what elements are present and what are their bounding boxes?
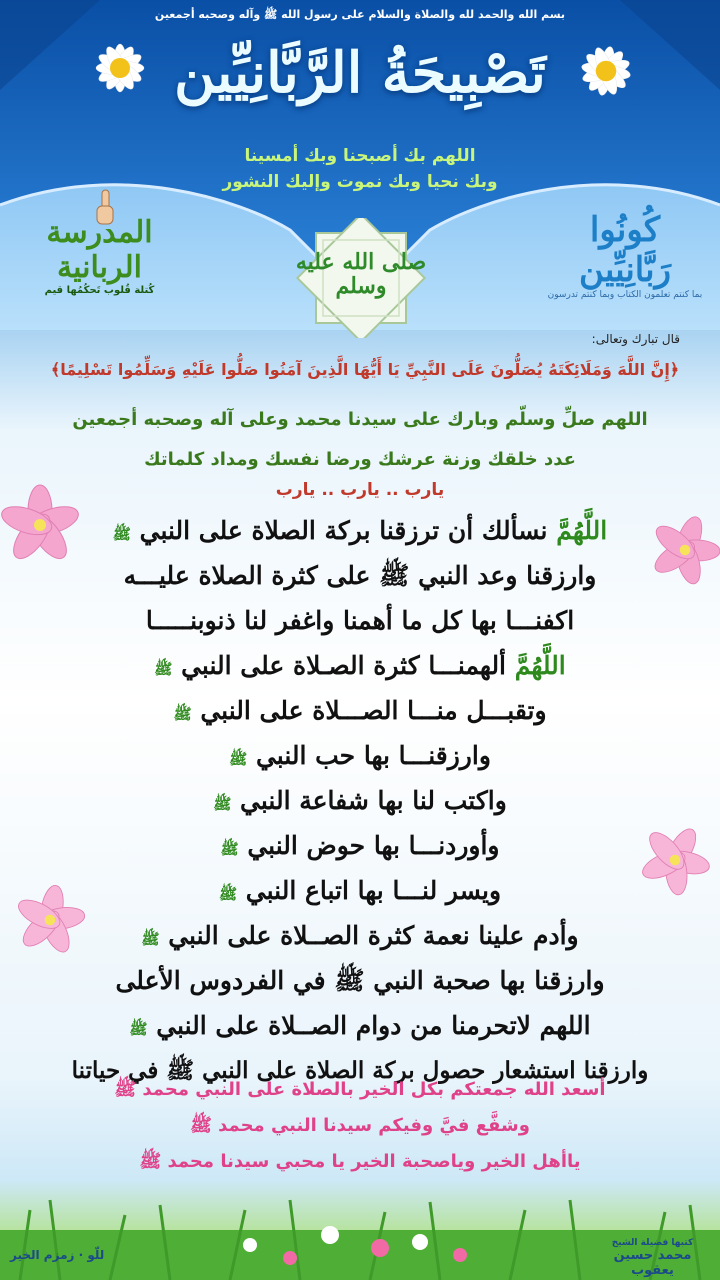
logo-madrasa-rabbaniya xyxy=(12,215,187,296)
salawat-line-2: عدد خلقك وزنة عرشك ورضا نفسك ومداد كلماتك xyxy=(144,449,576,470)
dua-line: وأوردنـــا بها حوض النبي ﷺ xyxy=(220,831,500,860)
closing-line-2: وشفَّع فيَّ وفيكم سيدنا النبي محمد ﷺ xyxy=(190,1115,530,1136)
pink-flower-bottom-left-icon xyxy=(15,880,85,960)
logo-left-title: المدرسة الربانية xyxy=(46,215,153,285)
salawat-block xyxy=(30,400,690,480)
dua-line: ويسر لنـــا بها اتباع النبي ﷺ xyxy=(218,876,502,905)
dua-line: وأدم علينا نعمة كثرة الصــلاة على النبي ﷺ xyxy=(141,921,579,950)
subtitle-line-2: وبك نحيا وبك نموت وإليك النشور xyxy=(222,172,498,192)
logo-kunu-rabbaniyyin xyxy=(540,210,710,300)
pink-flower-left-icon xyxy=(0,480,80,570)
logo-right-subtitle: بما كنتم تعلمون الكتاب وبما كنتم تدرسون xyxy=(547,290,703,300)
top-dua: بسم الله والحمد لله والصلاة والسلام على رسول الله ﷺ وآله وصحبه أجمعين xyxy=(154,8,566,21)
dua-list xyxy=(20,508,700,1093)
dua-line: وارزقنا استشعار حصول بركة الصلاة على النبي ﷺ في حياتنا xyxy=(71,1057,649,1084)
intro-label: قال تبارك وتعالى: xyxy=(591,332,680,346)
footer-author-name: محمد حسين يعقوب xyxy=(613,1248,692,1278)
dua-line: اللهم لاتحرمنا من دوام الصــلاة على النبي ﷺ xyxy=(129,1011,591,1040)
page-title: تَصْبِيحَةُ الرَّبَّانِيِّين xyxy=(174,40,546,106)
dua-line: وتقبـــل منـــا الصـــلاة على النبي ﷺ xyxy=(173,696,547,725)
dua-line: واكتب لنا بها شفاعة النبي ﷺ xyxy=(213,786,507,815)
salawat-line-1: اللهم صلِّ وسلّم وبارك على سيدنا محمد وعلى آله وصحبه أجمعين xyxy=(72,409,648,430)
footer-credit-left: للّو · زمزم الخير xyxy=(10,1248,105,1262)
subtitle xyxy=(180,143,540,195)
footer-credit-right xyxy=(590,1238,715,1278)
salawat-text: صلى الله عليه وسلم xyxy=(295,249,427,299)
yarab-line: يارب .. يارب .. يارب xyxy=(275,480,445,500)
dua-line: اكفنـــا بها كل ما أهمنا واغفر لنا ذنوبنـــــا xyxy=(145,606,575,635)
dua-line: وارزقنا بها صحبة النبي ﷺ في الفردوس الأعلى xyxy=(115,966,605,995)
closing-line-1: أسعد الله جمعتكم بكل الخير بالصلاة على النبي محمد ﷺ xyxy=(114,1079,606,1100)
allahumma-word: اللَّهُمَّ xyxy=(514,651,566,680)
dua-line: وارزقنـــا بها حب النبي ﷺ xyxy=(229,741,491,770)
pink-flower-right-icon xyxy=(650,510,720,590)
footer-author-label: كتبها فضيلة الشيخ xyxy=(611,1238,694,1248)
dua-line: وارزقنا وعد النبي ﷺ على كثرة الصلاة عليـــه xyxy=(123,561,597,590)
closing-line-3: ياأهل الخير وياصحبة الخير يا محبي سيدنا محمد ﷺ xyxy=(139,1151,581,1172)
quran-verse: ﴿إِنَّ اللَّهَ وَمَلَائِكَتَهُ يُصَلُّونَ عَلَى النَّبِيِّ يَا أَيُّهَا الَّذِينَ آمَنُوا صَلُّوا عَلَيْهِ وَسَلِّمُوا تَسْلِيمًا﴾ xyxy=(50,360,680,379)
allahumma-word: اللَّهُمَّ xyxy=(556,516,608,545)
closing-block xyxy=(60,1072,660,1180)
dua-line: اللَّهُمَّ نسألك أن ترزقنا بركة الصلاة على النبي ﷺ xyxy=(112,516,608,545)
logo-right-title: كُونُوا رَبَّانِيِّين xyxy=(578,210,672,290)
subtitle-line-1: اللهم بك أصبحنا وبك أمسينا xyxy=(244,146,476,166)
logo-left-subtitle: كُتلة قُلوب تَحكُمُها قيم xyxy=(44,285,155,296)
pink-flower-bottom-right-icon xyxy=(640,820,710,900)
dua-line: اللَّهُمَّ ألهمنـــا كثرة الصـلاة على النبي ﷺ xyxy=(154,651,566,680)
